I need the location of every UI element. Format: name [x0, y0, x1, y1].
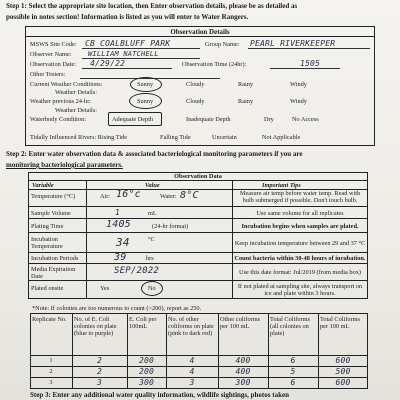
row-incubation-temp-tip: Keep incubation temperature between 29 and 37 °C [234, 240, 366, 247]
rep1-other-per-100[interactable]: 400 [235, 356, 251, 365]
water-label: Water: [160, 193, 177, 200]
current-weather-option-windy[interactable]: Windy [290, 81, 307, 88]
rep2-other-per-100[interactable]: 400 [235, 367, 251, 376]
date-label: Observation Date: [30, 61, 76, 68]
rep2-total-colonies[interactable]: 5 [290, 367, 296, 376]
step2-heading-line1: Step 2: Enter water observation data & associated bacteriological monitoring parameters if you are [6, 150, 303, 158]
row-sample-volume-label: Sample Volume [31, 210, 71, 217]
rep3-no: 3 [49, 379, 53, 386]
row-incubation-periods-label: Incubation Periods [31, 255, 79, 262]
rep1-no: 1 [49, 357, 53, 364]
sample-volume-value[interactable]: 1 [115, 208, 121, 217]
current-weather-option-sunny[interactable]: Sunny [137, 81, 154, 88]
rep2-total-per-100[interactable]: 500 [335, 367, 351, 376]
tidal-label: Tidally Influenced Rivers: Rising Tide [30, 134, 128, 141]
rep1-other-colonies[interactable]: 4 [189, 356, 195, 365]
rep1-ecoli-per-100[interactable]: 200 [138, 356, 155, 365]
rep-header-ecoli-per-100: E. Coli per 100mL [129, 316, 157, 330]
step1-heading-line2: possible in notes section! Information is listed as you will enter to Water Rangers. [6, 13, 249, 21]
rep3-other-colonies[interactable]: 3 [189, 378, 195, 387]
waterbody-selected-box [108, 112, 162, 126]
replicate-note: *Note: If colonies are too numerous to count (>200), report as 250. [32, 305, 202, 312]
observer-label: Observer Name: [30, 51, 72, 58]
time-label: Observation Time (24hr): [182, 61, 247, 68]
incubation-temp-value[interactable]: 34 [116, 236, 130, 249]
rep1-total-colonies[interactable]: 6 [290, 356, 296, 365]
media-expiration-value[interactable]: SEP/2022 [114, 266, 159, 276]
incubation-temp-unit: °C [148, 236, 155, 243]
row-sample-volume-tip: Use same volume for all replicates [256, 210, 344, 217]
rep-header-replicate: Replicate No. [32, 316, 67, 323]
weather-details-label-1: Weather Details: [55, 89, 97, 96]
col-value-header: Value [145, 182, 160, 189]
row-plated-onsite-tip: If not plated at sampling site, always transport on ice and plate within 3 hours. [237, 283, 363, 297]
row-media-expiration-tip: Use this date format: Jul/2019 (from media box) [239, 269, 361, 276]
current-weather-selected-circle [130, 77, 162, 92]
waterbody-option-adequate[interactable]: Adequate Depth [112, 116, 154, 123]
tidal-option-na[interactable]: Not Applicable [262, 134, 301, 141]
waterbody-option-inadequate[interactable]: Inadequate Depth [186, 116, 231, 123]
plating-time-value[interactable]: 1405 [106, 219, 131, 230]
rep3-total-per-100[interactable]: 600 [335, 378, 351, 387]
sample-volume-unit: mL [148, 210, 157, 217]
group-name-label: Group Name: [205, 41, 240, 48]
rep3-total-colonies[interactable]: 6 [290, 378, 296, 387]
observation-data-title: Observation Data [174, 173, 222, 180]
rep1-ecoli-colonies[interactable]: 2 [96, 356, 103, 365]
row-media-expiration-label: Media Expiration Date [31, 266, 76, 280]
row-incubation-periods-tip: Count bacteria within 30-48 hours of incubation. [234, 255, 366, 262]
site-code-value[interactable]: CB COALBLUFF PARK [85, 39, 171, 48]
water-temp-value[interactable]: 8°C [180, 190, 199, 201]
rep2-other-colonies[interactable]: 4 [189, 367, 195, 376]
prev-weather-option-rainy[interactable]: Rainy [238, 98, 254, 105]
rep3-other-per-100[interactable]: 300 [235, 378, 251, 387]
incubation-periods-value[interactable]: 39 [114, 252, 127, 263]
rep2-ecoli-colonies[interactable]: 2 [96, 367, 103, 376]
row-plated-onsite-label: Plated onsite [31, 285, 64, 292]
prev-weather-selected-circle [129, 93, 162, 109]
rep2-ecoli-per-100[interactable]: 200 [138, 367, 155, 376]
weather-prev-label: Weather previous 24-hr: [30, 98, 92, 105]
current-weather-option-cloudy[interactable]: Cloudy [186, 81, 205, 88]
waterbody-option-dry[interactable]: Dry [264, 116, 274, 123]
rep-header-other-coliforms: No. of other coliforms on plate (pink to dark red) [168, 316, 214, 337]
rep3-ecoli-per-100[interactable]: 300 [138, 378, 155, 387]
incubation-periods-unit: hrs [146, 255, 154, 262]
other-testers-label: Other Testers: [30, 71, 66, 78]
rep-header-total-per-100: Total Coliforms per 100 mL [320, 316, 360, 330]
prev-weather-option-cloudy[interactable]: Cloudy [186, 98, 205, 105]
rep3-ecoli-colonies[interactable]: 3 [96, 378, 103, 387]
col-tips-header: Important Tips [262, 182, 301, 189]
plated-onsite-no[interactable]: No [148, 285, 156, 292]
row-temperature-tip: Measure air temp before water temp. Read with bulb submerged if possible. Don't touch bulb. [239, 190, 361, 204]
waterbody-option-no-access[interactable]: No Access [292, 116, 319, 123]
plated-onsite-yes[interactable]: Yes [100, 285, 110, 292]
row-incubation-temp-label: Incubation Temperature [31, 236, 63, 250]
current-weather-option-rainy[interactable]: Rainy [238, 81, 254, 88]
waterbody-label: Waterbody Condition: [30, 116, 86, 123]
col-variable-header: Variable [32, 182, 54, 189]
row-temperature-label: Temperature (°C) [31, 193, 76, 200]
site-code-label: MSWS Site Code: [30, 41, 77, 48]
rep-header-ecoli-colonies: No. of E. Coli colonies on plate (blue to purple) [74, 316, 117, 337]
observer-value[interactable]: WILLIAM NATCHELL [88, 50, 159, 58]
step1-heading-line1: Step 1: Select the appropriate site location, then Enter observation details, please be as detailed as [6, 2, 298, 10]
plated-onsite-selected-circle [141, 281, 163, 296]
rep-header-other-per-100: Other coliforms per 100 mL [220, 316, 261, 330]
observation-details-title: Observation Details [170, 28, 230, 36]
weather-details-label-2: Weather Details: [55, 107, 97, 114]
current-weather-label: Current Weather Conditions: [30, 81, 103, 88]
tidal-option-falling[interactable]: Falling Tide [160, 134, 191, 141]
tidal-option-uncertain[interactable]: Uncertain [212, 134, 237, 141]
step2-heading-line2: monitoring bacteriological parameters. [6, 161, 123, 169]
row-plating-time-tip: Incubation begins when samples are plated. [241, 223, 359, 230]
prev-weather-option-sunny[interactable]: Sunny [137, 98, 154, 105]
time-value[interactable]: 1505 [300, 59, 321, 68]
rep-header-total-coliforms: Total Coliforms (all colonies on plate) [270, 316, 310, 337]
date-value[interactable]: 4/29/22 [90, 59, 126, 68]
rep2-no: 2 [49, 368, 53, 375]
rep1-total-per-100[interactable]: 600 [335, 356, 351, 365]
air-temp-value[interactable]: 16°c [116, 189, 141, 200]
air-label: Air: [100, 193, 111, 200]
group-name-value[interactable]: PEARL RIVERKEEPER [250, 39, 336, 48]
plating-time-unit: (24-hr format) [152, 223, 189, 230]
prev-weather-option-windy[interactable]: Windy [290, 98, 307, 105]
row-plating-time-label: Plating Time [31, 223, 64, 230]
step3-heading: Step 3: Enter any additional water quality information, wildlife sightings, photos taken [30, 391, 289, 399]
